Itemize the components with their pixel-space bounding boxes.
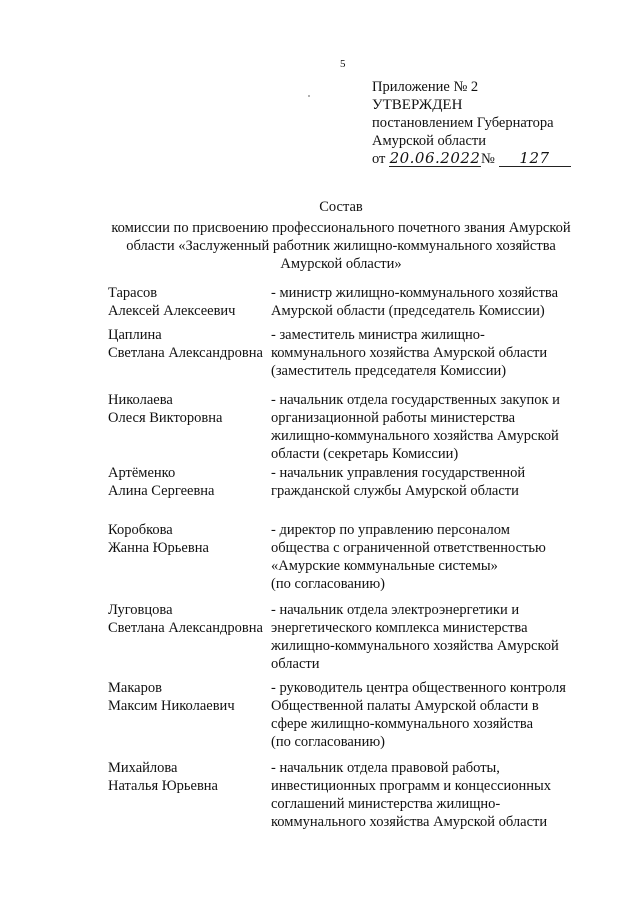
member-row: [108, 464, 578, 521]
member-name: Тарасов Алексей Алексеевич: [108, 285, 236, 319]
member-role: - начальник отдела правовой работы, инвестиционных программ и концессионных соглашений министерства жилищно- коммунального хозяйства Амурской области: [271, 760, 552, 830]
member-name: Коробкова Жанна Юрьевна: [108, 522, 209, 556]
member-name: Цаплина Светлана Александровна: [108, 327, 263, 361]
approval-block: [372, 78, 612, 168]
document-title: [96, 198, 586, 273]
approval-date-line: [372, 150, 612, 168]
member-name: Михайлова Наталья Юрьевна: [108, 760, 218, 794]
number-label: №: [481, 151, 495, 167]
handwritten-date: 20.06.2022: [389, 149, 481, 167]
member-role: - начальник отдела государственных закупок и организационной работы министерства жилищно-коммунального хозяйства Амурской области (секретарь Комиссии): [271, 392, 560, 462]
member-row: [108, 521, 578, 601]
member-row: [108, 391, 578, 464]
member-row: [108, 759, 578, 835]
member-role: - начальник отдела электроэнергетики и энергетического комплекса министерства жилищно-коммунального хозяйства Амурской области: [271, 602, 559, 672]
member-row: [108, 601, 578, 679]
date-prefix: от: [372, 151, 386, 167]
member-name: Николаева Олеся Викторовна: [108, 392, 223, 426]
approved-label: УТВЕРЖДЕН: [372, 97, 463, 113]
member-name: Артёменко Алина Сергеевна: [108, 465, 215, 499]
member-row: [108, 284, 578, 326]
member-role: - заместитель министра жилищно- коммунального хозяйства Амурской области (заместитель председателя Комиссии): [271, 327, 548, 379]
page-number: 5: [340, 58, 346, 70]
title-line-1: комиссии по присвоению профессионального почетного звания Амурской: [111, 220, 571, 236]
handwritten-number: 127: [499, 150, 571, 167]
approval-line-1: постановлением Губернатора: [372, 115, 554, 131]
approval-line-2: Амурской области: [372, 133, 486, 149]
member-name: Луговцова Светлана Александровна: [108, 602, 263, 636]
member-role: - руководитель центра общественного контроля Общественной палаты Амурской области в сфере жилищно-коммунального хозяйства (по согласованию): [271, 680, 566, 750]
member-row: [108, 326, 578, 391]
title-line-3: Амурской области»: [280, 256, 402, 272]
members-list: [108, 284, 578, 835]
appendix-label: Приложение № 2: [372, 79, 479, 95]
member-name: Макаров Максим Николаевич: [108, 680, 235, 714]
member-row: [108, 679, 578, 759]
member-role: - начальник управления государственной гражданской службы Амурской области: [271, 465, 526, 499]
title-heading: Состав: [319, 199, 363, 215]
member-role: - министр жилищно-коммунального хозяйства Амурской области (председатель Комиссии): [271, 285, 559, 319]
member-role: - директор по управлению персоналом общества с ограниченной ответственностью «Амурские коммунальные системы» (по согласованию): [271, 522, 546, 592]
scan-speck: [308, 95, 310, 97]
title-line-2: области «Заслуженный работник жилищно-коммунального хозяйства: [126, 238, 556, 254]
